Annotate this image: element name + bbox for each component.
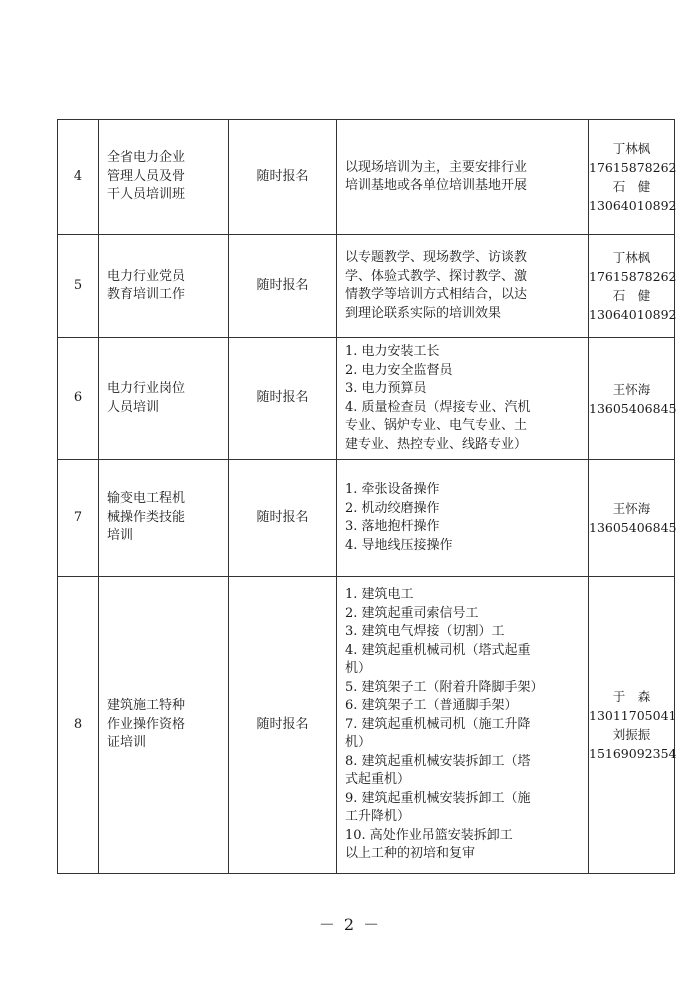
course-name: 输变电工程机 械操作类技能 培训	[99, 460, 229, 577]
registration-mode: 随时报名	[229, 120, 337, 235]
course-description: 1. 建筑电工 2. 建筑起重司索信号工 3. 建筑电气焊接（切割）工 4. 建筑起重机械司机（塔式起重 机） 5. 建筑架子工（附着升降脚手架） 6. 建筑架子工（普通脚手架） 7. 建筑起重机械司机（施工升降 机） 8. 建筑起重机械安装拆卸工（塔 式起重机） 9. 建筑起重机械安装拆卸工（施 工升降机） 10. 高处作业吊篮安装拆卸工 以上工种的初培和复审	[337, 577, 589, 874]
row-number: 7	[58, 460, 99, 577]
course-description: 1. 电力安装工长 2. 电力安全监督员 3. 电力预算员 4. 质量检查员（焊接专业、汽机 专业、锅炉专业、电气专业、土 建专业、热控专业、线路专业）	[337, 338, 589, 460]
registration-mode: 随时报名	[229, 577, 337, 874]
row-number: 5	[58, 235, 99, 338]
contact-info: 于 森 13011705041 刘振振 15169092354	[589, 577, 675, 874]
contact-info: 王怀海 13605406845	[589, 338, 675, 460]
contact-info: 丁林枫 17615878262 石 健 13064010892	[589, 235, 675, 338]
row-number: 4	[58, 120, 99, 235]
page-number: － 2 －	[318, 915, 382, 934]
row-number: 6	[58, 338, 99, 460]
row-number: 8	[58, 577, 99, 874]
table-row	[58, 577, 675, 874]
registration-mode: 随时报名	[229, 460, 337, 577]
course-description: 以专题教学、现场教学、访谈教 学、体验式教学、探讨教学、激 情教学等培训方式相结合，以达 到理论联系实际的培训效果	[337, 235, 589, 338]
table-row	[58, 120, 675, 235]
table-row	[58, 460, 675, 577]
registration-mode: 随时报名	[229, 338, 337, 460]
training-schedule-table	[57, 119, 675, 874]
course-name: 全省电力企业 管理人员及骨 干人员培训班	[99, 120, 229, 235]
contact-info: 丁林枫 17615878262 石 健 13064010892	[589, 120, 675, 235]
table-row	[58, 338, 675, 460]
table-row	[58, 235, 675, 338]
course-name: 建筑施工特种 作业操作资格 证培训	[99, 577, 229, 874]
course-description: 以现场培训为主，主要安排行业 培训基地或各单位培训基地开展	[337, 120, 589, 235]
contact-info: 王怀海 13605406845	[589, 460, 675, 577]
course-name: 电力行业党员 教育培训工作	[99, 235, 229, 338]
registration-mode: 随时报名	[229, 235, 337, 338]
course-name: 电力行业岗位 人员培训	[99, 338, 229, 460]
course-description: 1. 牵张设备操作 2. 机动绞磨操作 3. 落地抱杆操作 4. 导地线压接操作	[337, 460, 589, 577]
